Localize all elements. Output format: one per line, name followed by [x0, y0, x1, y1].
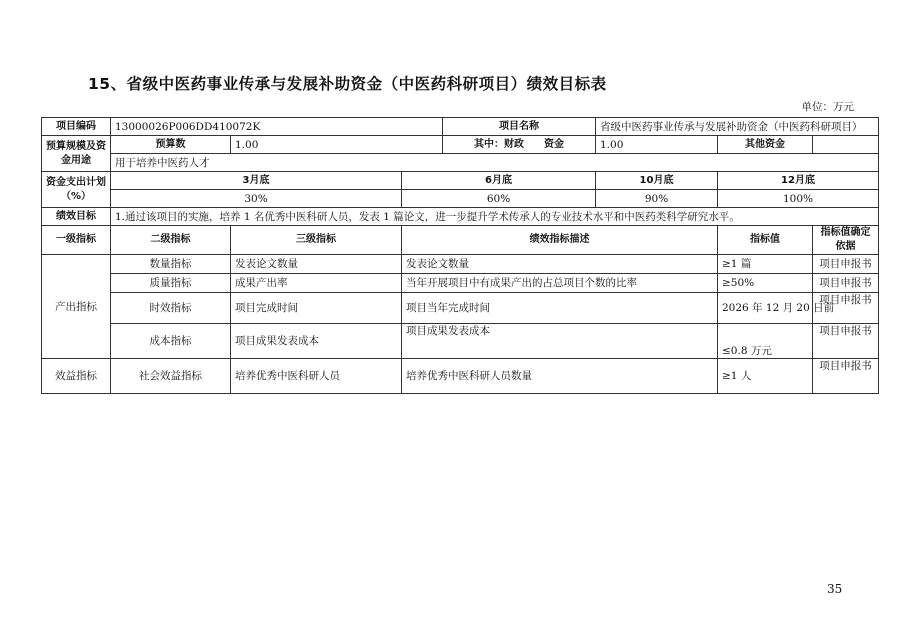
table-row	[42, 274, 879, 293]
plan-value-dec: 100%	[718, 190, 879, 208]
basis-cell: 项目申报书	[813, 274, 879, 293]
header-level2: 二级指标	[111, 226, 231, 255]
performance-goal-text: 1.通过该项目的实施，培养 1 名优秀中医科研人员，发表 1 篇论文，进一步提升学术传承人的专业技术水平和中医药类科学研究水平。	[111, 208, 879, 226]
level3-cell: 培养优秀中医科研人员	[231, 359, 402, 394]
description-cell: 培养优秀中医科研人员数量	[402, 359, 718, 394]
project-name-label: 项目名称	[443, 118, 596, 136]
output-indicator-label: 产出指标	[42, 255, 111, 359]
level2-cell: 数量指标	[111, 255, 231, 274]
description-cell: 发表论文数量	[402, 255, 718, 274]
plan-values-row	[42, 190, 879, 208]
value-cell: ≥1 人	[718, 359, 813, 394]
plan-header-row	[42, 172, 879, 190]
indicator-header-row	[42, 226, 879, 255]
table-row	[42, 293, 879, 324]
basis-cell: 项目申报书	[813, 255, 879, 274]
value-cell: 2026 年 12 月 20 日前	[718, 293, 813, 324]
level2-cell: 成本指标	[111, 324, 231, 359]
plan-header-dec: 12月底	[718, 172, 879, 190]
level2-cell: 时效指标	[111, 293, 231, 324]
value-cell: ≤0.8 万元	[718, 324, 813, 359]
performance-goal-label: 绩效目标	[42, 208, 111, 226]
project-row	[42, 118, 879, 136]
table-row	[42, 359, 879, 394]
table-row	[42, 255, 879, 274]
plan-value-mar: 30%	[111, 190, 402, 208]
budget-value: 1.00	[231, 136, 443, 154]
basis-cell: 项目申报书	[813, 324, 879, 359]
benefit-indicator-label: 效益指标	[42, 359, 111, 394]
page-number: 35	[827, 582, 843, 596]
project-code-value: 13000026P006DD410072K	[111, 118, 443, 136]
usage-row	[42, 154, 879, 172]
spending-plan-label: 资金支出计划（%）	[42, 172, 111, 208]
page-title: 15、省级中医药事业传承与发展补助资金（中医药科研项目）绩效目标表	[88, 75, 607, 93]
fiscal-funds-value: 1.00	[596, 136, 718, 154]
plan-value-jun: 60%	[402, 190, 596, 208]
fiscal-funds-label: 其中：财政 资金	[443, 136, 596, 154]
plan-header-oct: 10月底	[596, 172, 718, 190]
level2-cell: 质量指标	[111, 274, 231, 293]
budget-label: 预算数	[111, 136, 231, 154]
description-cell: 项目成果发表成本	[402, 324, 718, 359]
description-cell: 当年开展项目中有成果产出的占总项目个数的比率	[402, 274, 718, 293]
other-funds-label: 其他资金	[718, 136, 813, 154]
goal-row	[42, 208, 879, 226]
level3-cell: 成果产出率	[231, 274, 402, 293]
header-description: 绩效指标描述	[402, 226, 718, 255]
level3-cell: 项目成果发表成本	[231, 324, 402, 359]
description-cell: 项目当年完成时间	[402, 293, 718, 324]
plan-value-oct: 90%	[596, 190, 718, 208]
value-cell: ≥50%	[718, 274, 813, 293]
other-funds-value	[813, 136, 879, 154]
level3-cell: 发表论文数量	[231, 255, 402, 274]
plan-header-jun: 6月底	[402, 172, 596, 190]
plan-header-mar: 3月底	[111, 172, 402, 190]
header-basis: 指标值确定依据	[813, 226, 879, 255]
fund-usage-text: 用于培养中医药人才	[111, 154, 879, 172]
header-value: 指标值	[718, 226, 813, 255]
table-row	[42, 324, 879, 359]
header-level3: 三级指标	[231, 226, 402, 255]
project-name-value: 省级中医药事业传承与发展补助资金（中医药科研项目）	[596, 118, 879, 136]
project-code-label: 项目编码	[42, 118, 111, 136]
budget-usage-label: 预算规模及资金用途	[42, 136, 111, 172]
budget-row	[42, 136, 879, 154]
header-level1: 一级指标	[42, 226, 111, 255]
value-cell: ≥1 篇	[718, 255, 813, 274]
level3-cell: 项目完成时间	[231, 293, 402, 324]
level2-cell: 社会效益指标	[111, 359, 231, 394]
basis-cell: 项目申报书	[813, 293, 879, 324]
unit-label: 单位：万元	[801, 101, 854, 113]
basis-cell: 项目申报书	[813, 359, 879, 394]
performance-table	[41, 117, 879, 394]
